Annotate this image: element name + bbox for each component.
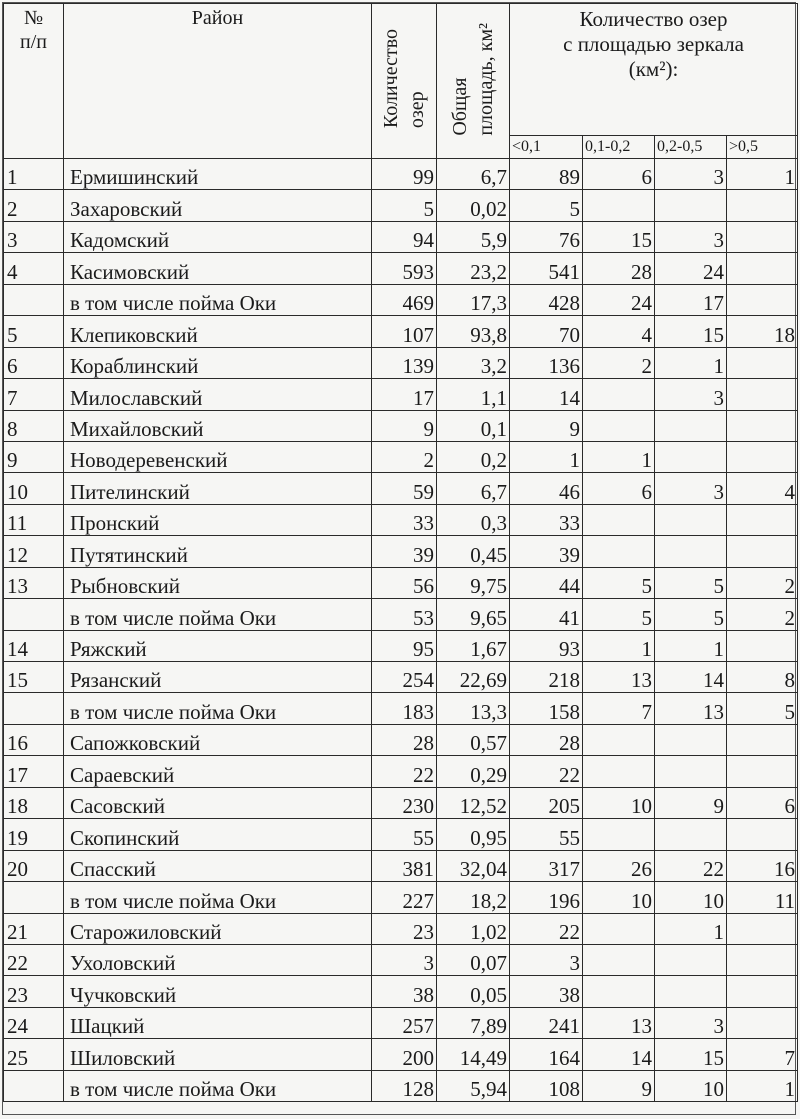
row-number: 1 bbox=[4, 159, 64, 190]
district-name: Старожиловский bbox=[64, 913, 372, 944]
count-gt-0-5: 8 bbox=[727, 662, 798, 693]
total-area: 9,75 bbox=[437, 567, 510, 598]
table-row bbox=[4, 976, 798, 1007]
total-area: 0,2 bbox=[437, 441, 510, 472]
district-name: Клепиковский bbox=[64, 316, 372, 347]
count-0-2-0-5: 1 bbox=[655, 347, 727, 378]
total-area: 0,45 bbox=[437, 536, 510, 567]
count-lt-0-1: 22 bbox=[510, 913, 583, 944]
table-row bbox=[4, 913, 798, 944]
count-0-1-0-2: 5 bbox=[583, 567, 655, 598]
table-row bbox=[4, 190, 798, 221]
count-gt-0-5: 2 bbox=[727, 599, 798, 630]
count-gt-0-5 bbox=[727, 347, 798, 378]
lake-count: 3 bbox=[372, 944, 437, 975]
row-number: 8 bbox=[4, 410, 64, 441]
lake-count: 9 bbox=[372, 410, 437, 441]
total-area: 1,67 bbox=[437, 630, 510, 661]
table-row bbox=[4, 819, 798, 850]
district-name: Касимовский bbox=[64, 253, 372, 284]
count-0-1-0-2: 1 bbox=[583, 630, 655, 661]
table-row bbox=[4, 599, 798, 630]
count-gt-0-5: 1 bbox=[727, 1070, 798, 1101]
row-number bbox=[4, 1070, 64, 1101]
header-lake-count bbox=[372, 4, 437, 159]
district-name: в том числе пойма Оки bbox=[64, 284, 372, 315]
count-gt-0-5 bbox=[727, 536, 798, 567]
count-gt-0-5 bbox=[727, 410, 798, 441]
district-name: Кораблинский bbox=[64, 347, 372, 378]
district-name: Сараевский bbox=[64, 756, 372, 787]
count-gt-0-5: 4 bbox=[727, 473, 798, 504]
lake-count: 22 bbox=[372, 756, 437, 787]
count-gt-0-5 bbox=[727, 379, 798, 410]
count-lt-0-1: 108 bbox=[510, 1070, 583, 1101]
row-number: 14 bbox=[4, 630, 64, 661]
table-row bbox=[4, 347, 798, 378]
header-district: Район bbox=[64, 4, 372, 159]
count-lt-0-1: 541 bbox=[510, 253, 583, 284]
row-number: 21 bbox=[4, 913, 64, 944]
total-area: 0,3 bbox=[437, 504, 510, 535]
count-0-2-0-5 bbox=[655, 536, 727, 567]
header-area-groups: Количество озер с площадью зеркала (км²): bbox=[510, 4, 798, 136]
district-name: Чучковский bbox=[64, 976, 372, 1007]
count-lt-0-1: 428 bbox=[510, 284, 583, 315]
count-gt-0-5 bbox=[727, 221, 798, 252]
count-lt-0-1: 38 bbox=[510, 976, 583, 1007]
count-0-1-0-2 bbox=[583, 756, 655, 787]
row-number: 4 bbox=[4, 253, 64, 284]
count-0-1-0-2: 14 bbox=[583, 1039, 655, 1070]
count-lt-0-1: 33 bbox=[510, 504, 583, 535]
row-number bbox=[4, 882, 64, 913]
table-row bbox=[4, 221, 798, 252]
count-0-2-0-5: 9 bbox=[655, 787, 727, 818]
total-area: 6,7 bbox=[437, 473, 510, 504]
district-name: Сапожковский bbox=[64, 724, 372, 755]
table-row bbox=[4, 410, 798, 441]
district-name: Милославский bbox=[64, 379, 372, 410]
count-0-1-0-2: 6 bbox=[583, 473, 655, 504]
row-number: 18 bbox=[4, 787, 64, 818]
count-lt-0-1: 28 bbox=[510, 724, 583, 755]
row-number: 7 bbox=[4, 379, 64, 410]
count-gt-0-5 bbox=[727, 253, 798, 284]
row-number: 11 bbox=[4, 504, 64, 535]
count-0-1-0-2 bbox=[583, 410, 655, 441]
count-0-1-0-2: 10 bbox=[583, 787, 655, 818]
lake-count: 55 bbox=[372, 819, 437, 850]
count-gt-0-5 bbox=[727, 1007, 798, 1038]
district-name: Сасовский bbox=[64, 787, 372, 818]
count-0-2-0-5: 15 bbox=[655, 316, 727, 347]
count-0-1-0-2: 9 bbox=[583, 1070, 655, 1101]
row-number: 3 bbox=[4, 221, 64, 252]
count-0-2-0-5: 1 bbox=[655, 630, 727, 661]
count-0-2-0-5 bbox=[655, 756, 727, 787]
count-0-2-0-5 bbox=[655, 410, 727, 441]
count-0-2-0-5: 3 bbox=[655, 159, 727, 190]
lake-count: 107 bbox=[372, 316, 437, 347]
district-name: в том числе пойма Оки bbox=[64, 693, 372, 724]
count-0-2-0-5 bbox=[655, 819, 727, 850]
table-row bbox=[4, 756, 798, 787]
district-name: в том числе пойма Оки bbox=[64, 599, 372, 630]
count-gt-0-5 bbox=[727, 724, 798, 755]
lake-count: 39 bbox=[372, 536, 437, 567]
count-lt-0-1: 5 bbox=[510, 190, 583, 221]
row-number: 23 bbox=[4, 976, 64, 1007]
district-name: Пронский bbox=[64, 504, 372, 535]
count-0-1-0-2: 2 bbox=[583, 347, 655, 378]
total-area: 7,89 bbox=[437, 1007, 510, 1038]
count-0-1-0-2: 15 bbox=[583, 221, 655, 252]
lake-count: 28 bbox=[372, 724, 437, 755]
lake-count: 33 bbox=[372, 504, 437, 535]
count-0-2-0-5: 10 bbox=[655, 882, 727, 913]
table-row bbox=[4, 159, 798, 190]
count-lt-0-1: 14 bbox=[510, 379, 583, 410]
count-0-1-0-2: 28 bbox=[583, 253, 655, 284]
total-area: 13,3 bbox=[437, 693, 510, 724]
table-body bbox=[4, 159, 798, 1102]
row-number: 6 bbox=[4, 347, 64, 378]
row-number: 15 bbox=[4, 662, 64, 693]
header-num: № п/п bbox=[4, 4, 64, 159]
count-0-1-0-2: 5 bbox=[583, 599, 655, 630]
total-area: 32,04 bbox=[437, 850, 510, 881]
row-number: 12 bbox=[4, 536, 64, 567]
count-0-1-0-2 bbox=[583, 724, 655, 755]
count-0-2-0-5 bbox=[655, 441, 727, 472]
count-lt-0-1: 46 bbox=[510, 473, 583, 504]
count-0-2-0-5: 5 bbox=[655, 567, 727, 598]
header-range-0-2-0-5: 0,2-0,5 bbox=[655, 136, 727, 159]
lake-count: 230 bbox=[372, 787, 437, 818]
count-0-1-0-2 bbox=[583, 976, 655, 1007]
count-0-2-0-5: 13 bbox=[655, 693, 727, 724]
count-0-2-0-5: 22 bbox=[655, 850, 727, 881]
header-total-area-text: Общая площадь, км² bbox=[449, 22, 497, 136]
count-gt-0-5: 2 bbox=[727, 567, 798, 598]
count-gt-0-5 bbox=[727, 284, 798, 315]
table-row bbox=[4, 787, 798, 818]
count-lt-0-1: 317 bbox=[510, 850, 583, 881]
lake-count: 99 bbox=[372, 159, 437, 190]
count-gt-0-5 bbox=[727, 630, 798, 661]
lake-count: 469 bbox=[372, 284, 437, 315]
total-area: 3,2 bbox=[437, 347, 510, 378]
count-0-1-0-2: 26 bbox=[583, 850, 655, 881]
table-row bbox=[4, 473, 798, 504]
table-row bbox=[4, 1007, 798, 1038]
lakes-table bbox=[3, 3, 798, 1102]
count-gt-0-5 bbox=[727, 756, 798, 787]
row-number: 20 bbox=[4, 850, 64, 881]
lake-count: 17 bbox=[372, 379, 437, 410]
count-lt-0-1: 93 bbox=[510, 630, 583, 661]
district-name: Ермишинский bbox=[64, 159, 372, 190]
count-gt-0-5: 7 bbox=[727, 1039, 798, 1070]
total-area: 0,05 bbox=[437, 976, 510, 1007]
district-name: Рыбновский bbox=[64, 567, 372, 598]
count-0-1-0-2 bbox=[583, 819, 655, 850]
count-lt-0-1: 136 bbox=[510, 347, 583, 378]
district-name: Ряжский bbox=[64, 630, 372, 661]
district-name: Рязанский bbox=[64, 662, 372, 693]
total-area: 23,2 bbox=[437, 253, 510, 284]
total-area: 22,69 bbox=[437, 662, 510, 693]
count-0-2-0-5: 10 bbox=[655, 1070, 727, 1101]
total-area: 5,9 bbox=[437, 221, 510, 252]
lake-count: 53 bbox=[372, 599, 437, 630]
table-row bbox=[4, 724, 798, 755]
lake-count: 183 bbox=[372, 693, 437, 724]
total-area: 0,02 bbox=[437, 190, 510, 221]
lake-count: 94 bbox=[372, 221, 437, 252]
lake-count: 593 bbox=[372, 253, 437, 284]
count-lt-0-1: 89 bbox=[510, 159, 583, 190]
district-name: Скопинский bbox=[64, 819, 372, 850]
header-range-lt-0-1: <0,1 bbox=[510, 136, 583, 159]
lake-count: 5 bbox=[372, 190, 437, 221]
count-lt-0-1: 1 bbox=[510, 441, 583, 472]
lake-count: 38 bbox=[372, 976, 437, 1007]
district-name: Михайловский bbox=[64, 410, 372, 441]
count-gt-0-5: 1 bbox=[727, 159, 798, 190]
count-0-1-0-2: 6 bbox=[583, 159, 655, 190]
count-lt-0-1: 9 bbox=[510, 410, 583, 441]
count-0-2-0-5: 24 bbox=[655, 253, 727, 284]
table-row bbox=[4, 253, 798, 284]
row-number: 10 bbox=[4, 473, 64, 504]
district-name: Спасский bbox=[64, 850, 372, 881]
count-0-1-0-2 bbox=[583, 379, 655, 410]
count-gt-0-5 bbox=[727, 976, 798, 1007]
count-lt-0-1: 55 bbox=[510, 819, 583, 850]
lake-count: 200 bbox=[372, 1039, 437, 1070]
total-area: 1,02 bbox=[437, 913, 510, 944]
table-row bbox=[4, 567, 798, 598]
count-0-1-0-2 bbox=[583, 504, 655, 535]
count-lt-0-1: 3 bbox=[510, 944, 583, 975]
header-total-area bbox=[437, 4, 510, 159]
count-gt-0-5 bbox=[727, 504, 798, 535]
count-gt-0-5: 6 bbox=[727, 787, 798, 818]
count-0-2-0-5: 14 bbox=[655, 662, 727, 693]
count-gt-0-5 bbox=[727, 441, 798, 472]
count-gt-0-5: 5 bbox=[727, 693, 798, 724]
total-area: 18,2 bbox=[437, 882, 510, 913]
table-row bbox=[4, 316, 798, 347]
table-row bbox=[4, 630, 798, 661]
count-lt-0-1: 218 bbox=[510, 662, 583, 693]
table-row bbox=[4, 284, 798, 315]
district-name: Захаровский bbox=[64, 190, 372, 221]
count-0-2-0-5: 3 bbox=[655, 379, 727, 410]
district-name: Ухоловский bbox=[64, 944, 372, 975]
count-lt-0-1: 39 bbox=[510, 536, 583, 567]
total-area: 17,3 bbox=[437, 284, 510, 315]
row-number: 17 bbox=[4, 756, 64, 787]
header-range-0-1-0-2: 0,1-0,2 bbox=[583, 136, 655, 159]
count-lt-0-1: 241 bbox=[510, 1007, 583, 1038]
table-row bbox=[4, 441, 798, 472]
count-lt-0-1: 196 bbox=[510, 882, 583, 913]
count-0-2-0-5 bbox=[655, 504, 727, 535]
count-0-2-0-5: 5 bbox=[655, 599, 727, 630]
count-0-1-0-2: 13 bbox=[583, 662, 655, 693]
count-0-1-0-2 bbox=[583, 190, 655, 221]
row-number: 13 bbox=[4, 567, 64, 598]
total-area: 93,8 bbox=[437, 316, 510, 347]
total-area: 0,29 bbox=[437, 756, 510, 787]
total-area: 14,49 bbox=[437, 1039, 510, 1070]
table-row bbox=[4, 536, 798, 567]
lake-count: 59 bbox=[372, 473, 437, 504]
count-0-2-0-5: 17 bbox=[655, 284, 727, 315]
table-row bbox=[4, 882, 798, 913]
lake-count: 139 bbox=[372, 347, 437, 378]
count-0-1-0-2: 24 bbox=[583, 284, 655, 315]
count-lt-0-1: 158 bbox=[510, 693, 583, 724]
count-gt-0-5 bbox=[727, 190, 798, 221]
row-number: 25 bbox=[4, 1039, 64, 1070]
row-number: 5 bbox=[4, 316, 64, 347]
count-lt-0-1: 44 bbox=[510, 567, 583, 598]
district-name: в том числе пойма Оки bbox=[64, 1070, 372, 1101]
lake-count: 23 bbox=[372, 913, 437, 944]
count-0-2-0-5: 3 bbox=[655, 1007, 727, 1038]
count-lt-0-1: 164 bbox=[510, 1039, 583, 1070]
total-area: 12,52 bbox=[437, 787, 510, 818]
count-0-1-0-2: 13 bbox=[583, 1007, 655, 1038]
lake-count: 56 bbox=[372, 567, 437, 598]
total-area: 1,1 bbox=[437, 379, 510, 410]
table-row bbox=[4, 1039, 798, 1070]
row-number bbox=[4, 599, 64, 630]
row-number bbox=[4, 284, 64, 315]
count-0-2-0-5: 3 bbox=[655, 473, 727, 504]
count-0-1-0-2: 4 bbox=[583, 316, 655, 347]
total-area: 0,1 bbox=[437, 410, 510, 441]
total-area: 5,94 bbox=[437, 1070, 510, 1101]
count-lt-0-1: 41 bbox=[510, 599, 583, 630]
count-gt-0-5: 18 bbox=[727, 316, 798, 347]
count-lt-0-1: 205 bbox=[510, 787, 583, 818]
count-0-2-0-5 bbox=[655, 976, 727, 1007]
count-0-2-0-5 bbox=[655, 944, 727, 975]
table-row bbox=[4, 944, 798, 975]
count-0-2-0-5: 15 bbox=[655, 1039, 727, 1070]
district-name: Новодеревенский bbox=[64, 441, 372, 472]
table-row bbox=[4, 850, 798, 881]
district-name: Шацкий bbox=[64, 1007, 372, 1038]
count-lt-0-1: 70 bbox=[510, 316, 583, 347]
count-0-1-0-2 bbox=[583, 536, 655, 567]
row-number: 22 bbox=[4, 944, 64, 975]
table-row bbox=[4, 1070, 798, 1101]
count-gt-0-5 bbox=[727, 913, 798, 944]
total-area: 0,95 bbox=[437, 819, 510, 850]
lake-count: 254 bbox=[372, 662, 437, 693]
row-number bbox=[4, 693, 64, 724]
count-0-2-0-5 bbox=[655, 190, 727, 221]
lake-count: 128 bbox=[372, 1070, 437, 1101]
district-name: в том числе пойма Оки bbox=[64, 882, 372, 913]
lake-count: 2 bbox=[372, 441, 437, 472]
district-name: Шиловский bbox=[64, 1039, 372, 1070]
total-area: 0,57 bbox=[437, 724, 510, 755]
header-range-gt-0-5: >0,5 bbox=[727, 136, 798, 159]
count-lt-0-1: 76 bbox=[510, 221, 583, 252]
table-row bbox=[4, 504, 798, 535]
count-0-2-0-5 bbox=[655, 724, 727, 755]
row-number: 19 bbox=[4, 819, 64, 850]
row-number: 9 bbox=[4, 441, 64, 472]
row-number: 24 bbox=[4, 1007, 64, 1038]
count-lt-0-1: 22 bbox=[510, 756, 583, 787]
table-row bbox=[4, 379, 798, 410]
lake-count: 95 bbox=[372, 630, 437, 661]
count-0-1-0-2 bbox=[583, 944, 655, 975]
count-gt-0-5: 11 bbox=[727, 882, 798, 913]
row-number: 16 bbox=[4, 724, 64, 755]
total-area: 0,07 bbox=[437, 944, 510, 975]
total-area: 9,65 bbox=[437, 599, 510, 630]
lake-count: 381 bbox=[372, 850, 437, 881]
count-gt-0-5: 16 bbox=[727, 850, 798, 881]
lake-count: 257 bbox=[372, 1007, 437, 1038]
district-name: Кадомский bbox=[64, 221, 372, 252]
total-area: 6,7 bbox=[437, 159, 510, 190]
count-0-1-0-2: 7 bbox=[583, 693, 655, 724]
count-0-2-0-5: 3 bbox=[655, 221, 727, 252]
district-name: Путятинский bbox=[64, 536, 372, 567]
count-gt-0-5 bbox=[727, 944, 798, 975]
table-row bbox=[4, 693, 798, 724]
district-name: Пителинский bbox=[64, 473, 372, 504]
count-0-1-0-2: 10 bbox=[583, 882, 655, 913]
row-number: 2 bbox=[4, 190, 64, 221]
header-lake-count-text: Количество озер bbox=[380, 29, 428, 129]
count-gt-0-5 bbox=[727, 819, 798, 850]
lake-count: 227 bbox=[372, 882, 437, 913]
count-0-2-0-5: 1 bbox=[655, 913, 727, 944]
count-0-1-0-2 bbox=[583, 913, 655, 944]
count-0-1-0-2: 1 bbox=[583, 441, 655, 472]
table-row bbox=[4, 662, 798, 693]
